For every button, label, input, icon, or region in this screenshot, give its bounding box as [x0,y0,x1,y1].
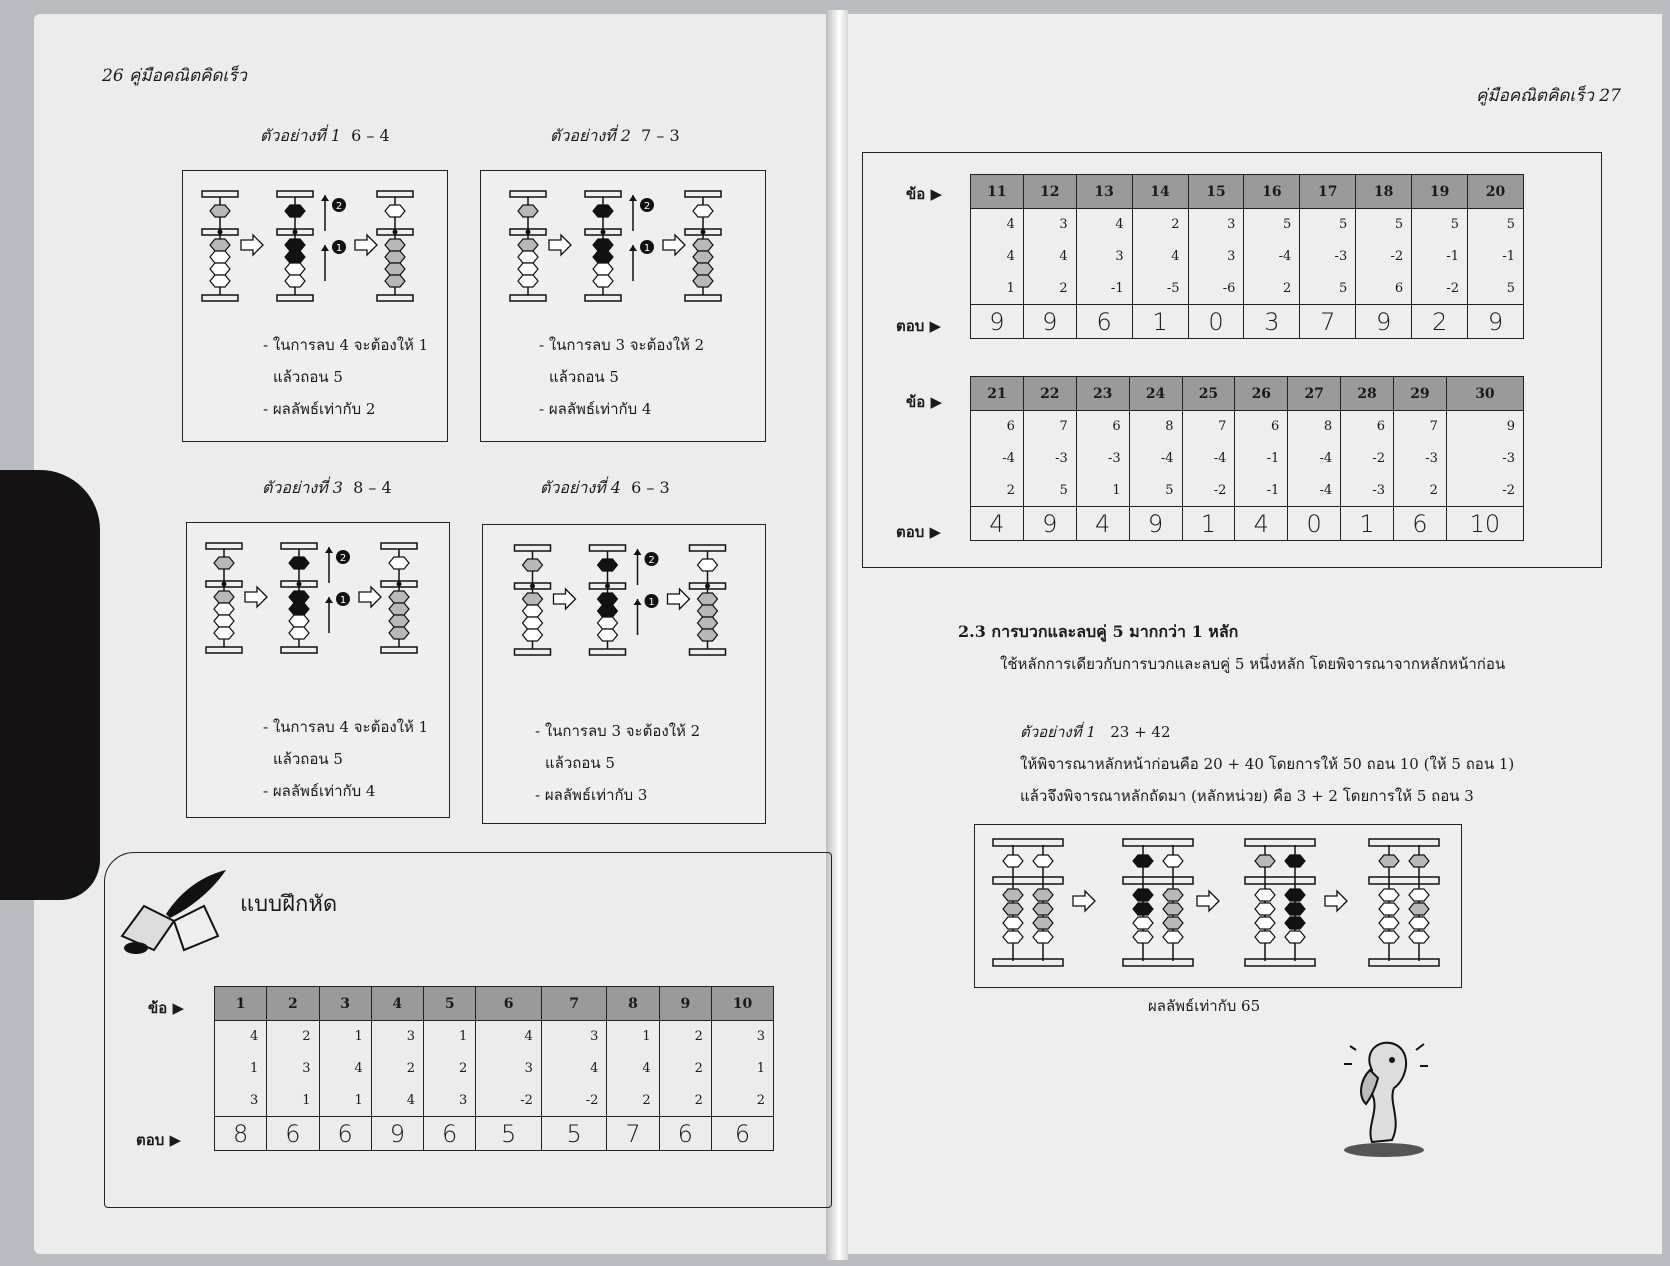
table-cell: 3 [424,1085,476,1117]
svg-text:1: 1 [643,243,651,254]
row-label: ข้อ ▶ [906,185,943,203]
table-row [971,411,1524,443]
svg-text:2: 2 [648,555,655,566]
table-row [971,443,1524,475]
exercise-table-21-30 [970,376,1524,541]
answer-cell[interactable]: 4 [1235,507,1288,541]
answer-cell[interactable]: 6 [319,1117,371,1151]
answer-cell[interactable]: 6 [1076,305,1132,339]
example-1-box [182,170,448,442]
col-header: 24 [1129,377,1182,411]
table-row [971,241,1524,273]
table-cell: 2 [1023,273,1076,305]
answer-cell[interactable]: 7 [607,1117,659,1151]
table-cell: 7 [1182,411,1235,443]
col-header: 5 [424,987,476,1021]
col-header: 8 [607,987,659,1021]
table-cell: 3 [541,1021,607,1053]
section-title: 2.3 การบวกและลบคู่ 5 มากกว่า 1 หลัก [958,622,1239,641]
table-cell: 5 [1412,209,1468,241]
example-1-steps: - ในการลบ 4 จะต้องให้ 1 แล้วถอน 5 - ผลลัพธ์เท่ากับ 2 [263,336,429,418]
svg-text:2: 2 [335,201,343,212]
col-header: 21 [971,377,1024,411]
table-cell: 4 [1023,241,1076,273]
col-header: 27 [1288,377,1341,411]
abacus-diagram [195,185,420,305]
table-cell: 3 [1023,209,1076,241]
table-cell: 4 [971,241,1024,273]
table-cell: -2 [1356,241,1412,273]
table-cell: 4 [215,1021,267,1053]
exercise-table-11-20 [970,174,1524,339]
col-header: 23 [1076,377,1129,411]
col-header: 6 [476,987,542,1021]
answer-cell[interactable]: 4 [1076,507,1129,541]
table-cell: 3 [267,1053,319,1085]
table-cell: -2 [1341,443,1394,475]
table-cell: 1 [1076,475,1129,507]
table-cell: -1 [1235,443,1288,475]
table-cell: 1 [971,273,1024,305]
table-cell: -3 [1300,241,1356,273]
table-cell: 6 [971,411,1024,443]
answer-label: ตอบ ▶ [896,523,942,541]
table-cell: -4 [1182,443,1235,475]
table-cell: 2 [1394,475,1447,507]
col-header: 16 [1244,175,1300,209]
example-1-title: ตัวอย่างที่ 1 6 – 4 [260,126,390,145]
table-row [215,1085,774,1117]
practice-title: แบบฝึกหัด [240,892,338,917]
table-cell: 6 [1076,411,1129,443]
table-cell: 2 [1132,209,1188,241]
col-header: 11 [971,175,1024,209]
col-header: 15 [1188,175,1244,209]
col-header: 26 [1235,377,1288,411]
table-cell: 2 [659,1085,711,1117]
col-header: 17 [1300,175,1356,209]
table-cell: 5 [1023,475,1076,507]
example-line-2: แล้วจึงพิจารณาหลักถัดมา (หลักหน่วย) คือ 3 + 2 โดยการให้ 5 ถอน 3 [1020,787,1474,805]
answer-label: ตอบ ▶ [136,1131,182,1149]
table-cell: -4 [1129,443,1182,475]
example-4-title: ตัวอย่างที่ 4 6 – 3 [540,478,670,497]
table-cell: 2 [371,1053,423,1085]
table-cell: 3 [215,1085,267,1117]
example-line-1: ให้พิจารณาหลักหน้าก่อนคือ 20 + 40 โดยการให้ 50 ถอน 10 (ให้ 5 ถอน 1) [1020,755,1515,773]
answer-cell[interactable]: 9 [1023,305,1076,339]
answer-cell[interactable]: 9 [371,1117,423,1151]
col-header: 29 [1394,377,1447,411]
table-cell: 2 [659,1053,711,1085]
example-3-box [186,522,450,818]
table-cell: -2 [541,1085,607,1117]
col-header: 2 [267,987,319,1021]
col-header: 25 [1182,377,1235,411]
table-row [971,475,1524,507]
answer-cell[interactable]: 6 [267,1117,319,1151]
col-header: 19 [1412,175,1468,209]
col-header: 3 [319,987,371,1021]
table-cell: 1 [319,1021,371,1053]
table-cell: -1 [1235,475,1288,507]
table-cell: 2 [424,1053,476,1085]
example-2-steps: - ในการลบ 3 จะต้องให้ 2 แล้วถอน 5 - ผลลัพธ์เท่ากับ 4 [539,336,705,418]
answer-cell[interactable]: 0 [1188,305,1244,339]
answer-cell[interactable]: 6 [1394,507,1447,541]
table-cell: 3 [711,1021,773,1053]
row-label: ข้อ ▶ [148,999,185,1017]
table-cell: 4 [971,209,1024,241]
table-cell: -1 [1076,273,1132,305]
table-cell: 5 [1244,209,1300,241]
table-cell: 6 [1341,411,1394,443]
table-cell: -1 [1412,241,1468,273]
table-cell: 5 [1300,209,1356,241]
svg-text:1: 1 [335,243,343,254]
table-row [215,1021,774,1053]
row-label: ข้อ ▶ [906,393,943,411]
example-2-title: ตัวอย่างที่ 2 7 – 3 [550,126,680,145]
col-header: 20 [1468,175,1524,209]
table-cell: 3 [1076,241,1132,273]
answer-cell[interactable]: 6 [711,1117,773,1151]
table-cell: -3 [1023,443,1076,475]
table-cell: 2 [1244,273,1300,305]
example-abacus-box [974,824,1462,988]
answer-cell[interactable]: 2 [1412,305,1468,339]
right-page-header: คู่มือคณิตคิดเร็ว 27 [1476,86,1621,106]
table-cell: -4 [1288,443,1341,475]
thumb-shadow [0,470,100,900]
table-cell: 4 [476,1021,542,1053]
answer-cell[interactable]: 9 [1356,305,1412,339]
table-row [971,273,1524,305]
col-header: 30 [1446,377,1523,411]
svg-text:2: 2 [339,553,347,564]
table-cell: 6 [1356,273,1412,305]
table-cell: 4 [541,1053,607,1085]
table-cell: 9 [1446,411,1523,443]
practice-table [214,986,774,1151]
example-3-title: ตัวอย่างที่ 3 8 – 4 [262,478,392,497]
table-cell: 6 [1235,411,1288,443]
table-cell: -5 [1132,273,1188,305]
answer-cell[interactable]: 9 [1468,305,1524,339]
table-cell: 5 [1300,273,1356,305]
answer-cell[interactable]: 9 [1023,507,1076,541]
table-cell: -3 [1076,443,1129,475]
example-2-box [480,170,766,442]
example-4-box [482,524,766,824]
answer-cell[interactable]: 5 [476,1117,542,1151]
table-cell: -2 [476,1085,542,1117]
table-cell: 2 [711,1085,773,1117]
table-cell: -6 [1188,273,1244,305]
table-cell: 1 [711,1053,773,1085]
answer-row [971,305,1524,339]
table-cell: 4 [1132,241,1188,273]
table-cell: 3 [371,1021,423,1053]
answer-row [215,1117,774,1151]
table-cell: -3 [1394,443,1447,475]
col-header: 9 [659,987,711,1021]
table-cell: 2 [607,1085,659,1117]
svg-text:1: 1 [339,595,347,606]
table-cell: 1 [215,1053,267,1085]
table-cell: -4 [1244,241,1300,273]
table-cell: -1 [1468,241,1524,273]
svg-text:2: 2 [643,201,651,212]
col-header: 7 [541,987,607,1021]
example-3-steps: - ในการลบ 4 จะต้องให้ 1 แล้วถอน 5 - ผลลัพธ์เท่ากับ 4 [263,718,429,800]
table-cell: 4 [607,1053,659,1085]
table-cell: 7 [1023,411,1076,443]
table-cell: 1 [424,1021,476,1053]
abacus-diagram [495,539,745,659]
two-digit-abacus-diagram [983,837,1453,973]
table-cell: 2 [267,1021,319,1053]
answer-cell[interactable]: 6 [424,1117,476,1151]
table-cell: -2 [1182,475,1235,507]
example-title: ตัวอย่างที่ 1 23 + 42 [1020,723,1171,741]
table-cell: 8 [1288,411,1341,443]
table-cell: 7 [1394,411,1447,443]
answer-cell[interactable]: 1 [1182,507,1235,541]
table-cell: -3 [1341,475,1394,507]
table-cell: 4 [371,1085,423,1117]
table-row [215,1053,774,1085]
col-header: 10 [711,987,773,1021]
answer-cell[interactable]: 0 [1288,507,1341,541]
answer-cell[interactable]: 3 [1244,305,1300,339]
left-page-header: 26 คู่มือคณิตคิดเร็ว [102,66,247,86]
answer-cell[interactable]: 10 [1446,507,1523,541]
col-header: 22 [1023,377,1076,411]
table-cell: -2 [1412,273,1468,305]
table-cell: 2 [971,475,1024,507]
duck-illustration [1332,1030,1432,1160]
table-cell: -4 [971,443,1024,475]
result-text: ผลลัพธ์เท่ากับ 65 [1148,997,1261,1015]
table-cell: 1 [607,1021,659,1053]
answer-cell[interactable]: 7 [1300,305,1356,339]
table-cell: -2 [1446,475,1523,507]
answer-cell[interactable]: 1 [1132,305,1188,339]
table-cell: 5 [1129,475,1182,507]
col-header: 13 [1076,175,1132,209]
answer-cell[interactable]: 8 [215,1117,267,1151]
section-description: ใช้หลักการเดียวกับการบวกและลบคู่ 5 หนึ่งหลัก โดยพิจารณาจากหลักหน้าก่อน [1000,655,1506,673]
table-cell: 5 [1468,209,1524,241]
table-cell: -4 [1288,475,1341,507]
answer-label: ตอบ ▶ [896,317,942,335]
answer-cell[interactable]: 9 [1129,507,1182,541]
table-row [971,209,1524,241]
table-cell: 1 [267,1085,319,1117]
col-header: 14 [1132,175,1188,209]
table-cell: 4 [319,1053,371,1085]
table-cell: 3 [476,1053,542,1085]
table-cell: 3 [1188,241,1244,273]
example-4-steps: - ในการลบ 3 จะต้องให้ 2 แล้วถอน 5 - ผลลัพธ์เท่ากับ 3 [535,722,701,804]
answer-cell[interactable]: 4 [971,507,1024,541]
table-cell: 3 [1188,209,1244,241]
table-cell: 4 [1076,209,1132,241]
col-header: 4 [371,987,423,1021]
table-cell: -3 [1446,443,1523,475]
table-cell: 8 [1129,411,1182,443]
answer-row [971,507,1524,541]
table-cell: 2 [659,1021,711,1053]
table-cell: 5 [1468,273,1524,305]
book-quill-icon [114,866,232,956]
answer-cell[interactable]: 5 [541,1117,607,1151]
abacus-diagram [493,185,738,305]
answer-cell[interactable]: 1 [1341,507,1394,541]
col-header: 12 [1023,175,1076,209]
col-header: 1 [215,987,267,1021]
abacus-diagram [199,537,424,657]
answer-cell[interactable]: 6 [659,1117,711,1151]
svg-text:1: 1 [648,597,655,608]
table-cell: 1 [319,1085,371,1117]
table-cell: 5 [1356,209,1412,241]
col-header: 28 [1341,377,1394,411]
answer-cell[interactable]: 9 [971,305,1024,339]
col-header: 18 [1356,175,1412,209]
